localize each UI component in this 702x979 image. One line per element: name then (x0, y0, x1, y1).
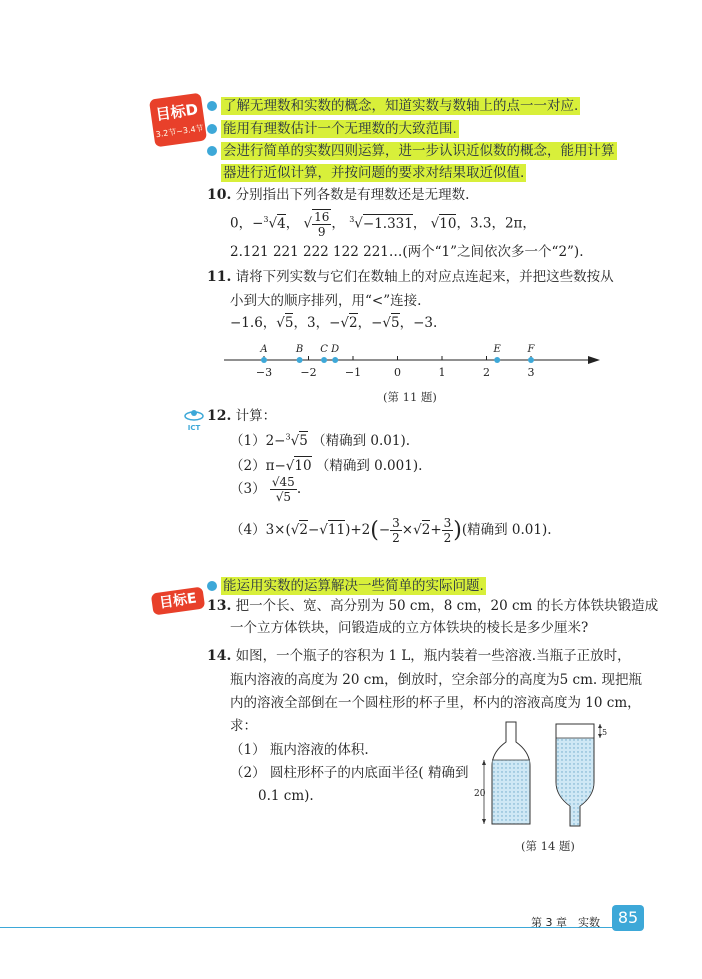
tick-label: 0 (394, 366, 401, 379)
point-E (494, 357, 500, 363)
q12-item-3: （3） $\frac{√45}{√5}$ . (230, 475, 302, 504)
q14-sub-2: （2） 圆柱形杯子的内底面半径( 精确到 (230, 765, 469, 781)
q14-line4: 求： (230, 718, 257, 734)
bottle-inverted (556, 724, 594, 826)
tick-label: −2 (300, 366, 317, 379)
q12-item-1: （1）2−$^3$√5 （精确到 0.01). (230, 432, 411, 449)
footer-line (0, 927, 620, 928)
point-label: E (493, 344, 501, 355)
tick-label: −1 (344, 366, 362, 379)
q14-line1: 14. 如图，一个瓶子的容积为 1 L，瓶内装着一些溶液.当瓶子正放时， (207, 648, 631, 664)
point-label: D (331, 344, 340, 355)
page-number: 85 (617, 908, 639, 927)
bullet-icon (207, 124, 217, 134)
point-B (297, 357, 303, 363)
label-5: 5 (602, 728, 608, 737)
q11-line1: 11. 请将下列实数与它们在数轴上的对应点连起来，并把这些数按从 (207, 269, 614, 285)
point-A (261, 357, 267, 363)
goal-e-item: 能运用实数的运算解决一些简单的实际问题. (207, 574, 486, 594)
goal-d-item-1: 了解无理数和实数的概念，知道实数与数轴上的点一一对应. (207, 94, 580, 114)
q12: 12. 计算： (207, 408, 277, 424)
q14-line3: 内的溶液全部倒在一个圆柱形的杯子里，杯内的溶液高度为 10 cm， (230, 695, 641, 711)
goal-d-item-3: 会进行简单的实数四则运算，进一步认识近似数的概念，能用计算 (207, 139, 617, 159)
point-label: F (527, 344, 535, 355)
page-number-box (612, 905, 644, 931)
point-label: B (295, 344, 304, 355)
ict-icon: ICT (182, 407, 206, 429)
q10: 10. 分别指出下列各数是有理数还是无理数. (207, 187, 470, 203)
q12-item-4: （4）3×(√2−√11)+2(− $\frac{3}{2}$ ×√2+ $\frac{3}{2}$ )(精确到 0.01). (230, 516, 552, 545)
goal-d-badge-title: 目标D (154, 100, 200, 124)
q11-caption: (第 11 题) (383, 390, 437, 404)
q11-values: −1.6，√5，3，−√2，−√5，−3. (230, 315, 438, 331)
goal-e-badge: 目标E (151, 586, 206, 615)
point-C (321, 357, 327, 363)
q12-item-2: （2）π−√10 （精确到 0.001). (230, 458, 423, 474)
number-line (220, 338, 610, 386)
arrow-icon (588, 356, 600, 364)
q14-sub-3: 0.1 cm). (258, 788, 314, 804)
bullet-icon (207, 581, 217, 591)
q10-numbers: 0，−$^3$√4， √ $\frac{16}{9}$ ， $^3$√−1.331， √10，3.3，2π， (230, 210, 536, 239)
point-label: A (260, 344, 268, 355)
bullet-icon (207, 101, 217, 111)
q14-sub-1: （1） 瓶内溶液的体积. (230, 742, 369, 758)
q14-line2: 瓶内溶液的高度为 20 cm，倒放时，空余部分的高度为5 cm. 现把瓶 (230, 672, 642, 688)
label-20: 20 (474, 789, 486, 799)
bottle-figure (472, 718, 612, 833)
tick-label: 2 (483, 366, 490, 379)
goal-d-badge (149, 93, 207, 148)
goal-d-item-4: 器进行近似计算，并按问题的要求对结果取近似值. (223, 165, 525, 181)
q11-line2: 小到大的顺序排列，用“<”连接. (230, 293, 422, 309)
goal-d-badge-sub: 3.2节~3.4节 (155, 123, 205, 140)
q13-line1: 13. 把一个长、宽、高分别为 50 cm，8 cm，20 cm 的长方体铁块锻造成 (207, 598, 659, 614)
tick-label: 1 (438, 366, 446, 379)
goal-d-item-2: 能用有理数估计一个无理数的大致范围. (207, 117, 459, 137)
q14-caption: (第 14 题) (521, 839, 575, 853)
q10-line2: 2.121 221 222 122 221…(两个“1”之间依次多一个“2”). (230, 244, 584, 260)
point-F (528, 357, 534, 363)
tick-label: 3 (527, 366, 535, 379)
q13-line2: 一个立方体铁块，问锻造成的立方体铁块的棱长是多少厘米? (230, 620, 589, 636)
bullet-icon (207, 146, 217, 156)
chapter-label: 第 3 章 实数 (531, 916, 600, 929)
point-D (332, 357, 338, 363)
point-label: C (320, 344, 328, 355)
tick-label: −3 (255, 366, 273, 379)
bottle-upright (492, 722, 530, 824)
